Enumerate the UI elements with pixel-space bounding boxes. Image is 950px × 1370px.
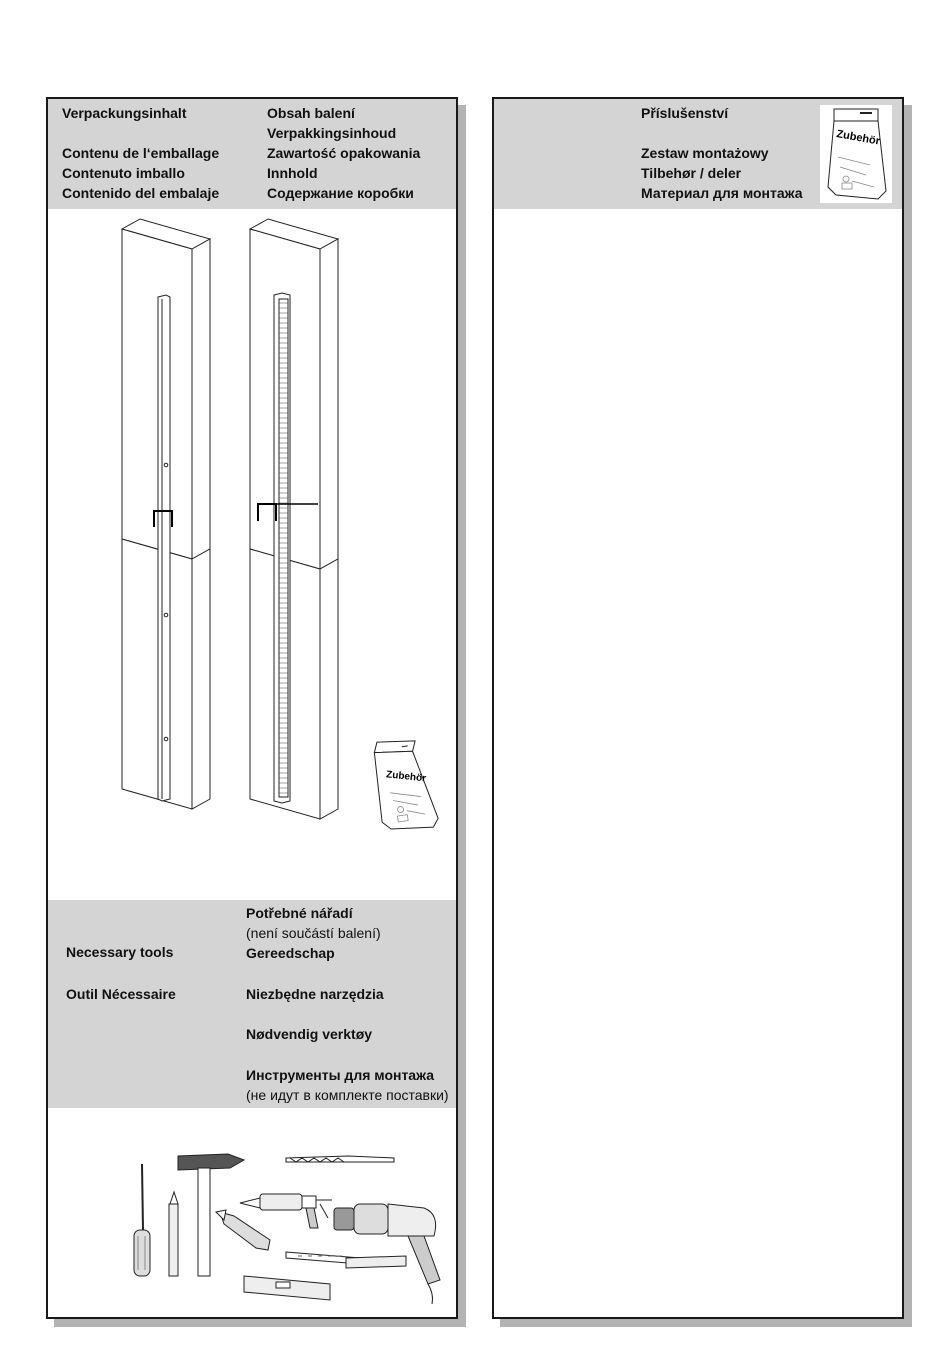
contents-label-de: Verpackungsinhalt (62, 105, 187, 121)
contents-label-cs: Obsah balení (267, 105, 355, 121)
accessories-label-pl: Zestaw montażowy (641, 145, 769, 161)
tools-header-band (48, 900, 456, 1108)
contents-header-band (48, 99, 456, 209)
spirit-level-icon (244, 1276, 330, 1300)
contents-label-pl: Zawartość opakowania (267, 145, 421, 161)
contents-panel (46, 97, 458, 1319)
tools-label-fr: Outil Nécessaire (66, 986, 176, 1002)
accessories-panel (492, 97, 904, 1319)
accessories-label-no: Tilbehør / deler (641, 165, 742, 181)
tools-note-ru: (не идут в комплекте поставки) (246, 1087, 449, 1103)
accessories-label-cs: Příslušenství (641, 105, 729, 121)
try-square-icon (286, 1252, 406, 1268)
contents-label-it: Contenuto imballo (62, 165, 185, 181)
contents-label-no: Innhold (267, 165, 318, 181)
accessories-label-ru: Материал для монтажа (641, 185, 803, 201)
contents-label-es: Contenido del embalaje (62, 185, 220, 201)
contents-label-fr: Contenu de l‘emballage (62, 145, 220, 161)
drill-bit-icon (286, 1156, 394, 1162)
rails-illustration (48, 209, 456, 889)
hammer-icon (178, 1154, 244, 1276)
tools-illustration (48, 1108, 456, 1317)
tools-label-ru: Инструменты для монтажа (246, 1067, 434, 1083)
tools-label-no: Nødvendig verktøy (246, 1026, 373, 1042)
tools-note-cs: (není součástí balení) (246, 925, 381, 941)
contents-label-nl: Verpakkingsinhoud (267, 125, 397, 141)
caulking-gun-icon (240, 1194, 332, 1228)
utility-knife-icon (216, 1210, 270, 1250)
tools-label-pl: Niezbędne narzędzia (246, 986, 384, 1002)
contents-label-ru: Содержание коробки (267, 185, 414, 201)
bag-label: Zubehör (385, 769, 427, 785)
tools-label-cs: Potřebné nářadí (246, 905, 353, 921)
pencil-icon (169, 1192, 178, 1276)
screwdriver-icon (134, 1164, 150, 1276)
thumbnail-bag-label: Zubehör (835, 128, 881, 148)
accessory-bag-thumbnail (820, 105, 892, 203)
tools-label-nl: Gereedschap (246, 945, 335, 961)
power-drill-icon (334, 1204, 440, 1304)
accessories-header-band (494, 99, 902, 209)
tools-label-en: Necessary tools (66, 944, 174, 960)
accessory-bag-illustration (371, 735, 439, 834)
